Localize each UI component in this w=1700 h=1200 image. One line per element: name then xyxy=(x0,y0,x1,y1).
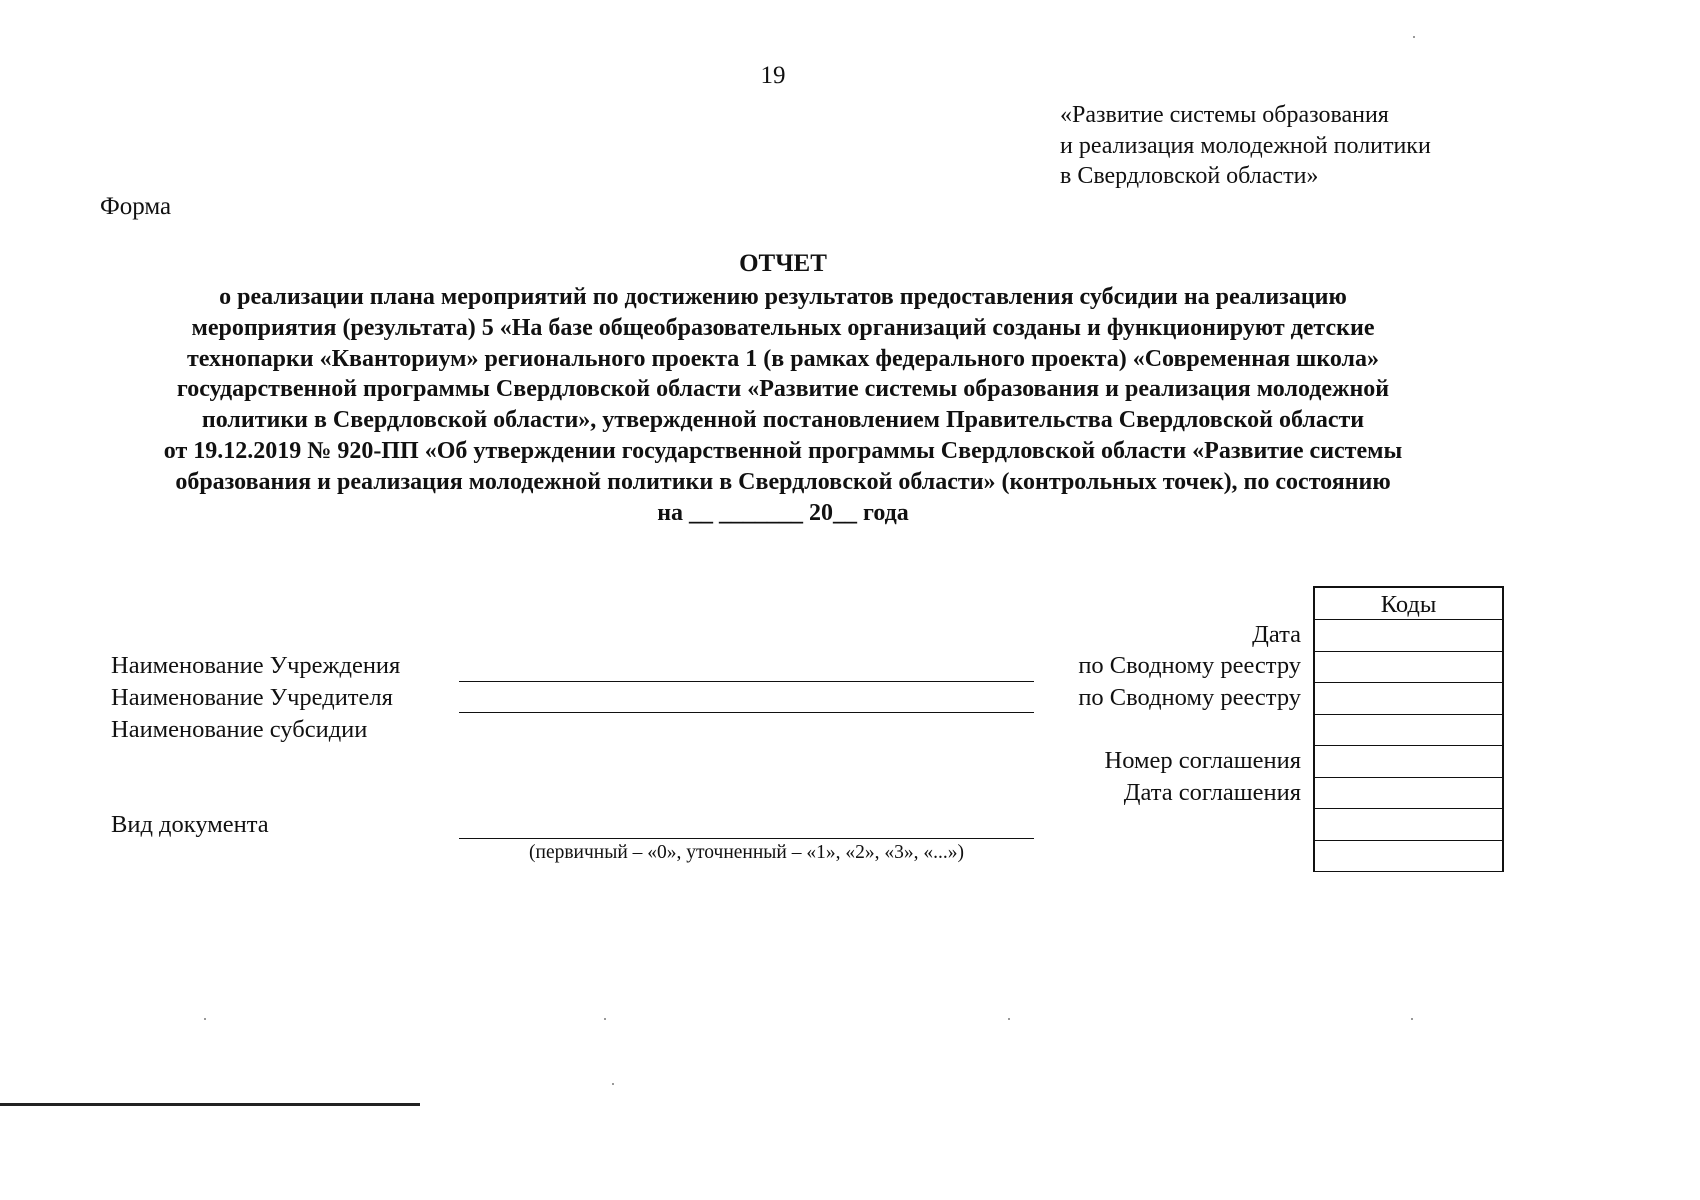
code-cell-doc-type[interactable] xyxy=(1315,841,1502,873)
codes-header: Коды xyxy=(1315,588,1502,620)
registry-label: по Сводному реестру xyxy=(1078,652,1301,679)
subtitle-line: мероприятия (результата) 5 «На базе общеобразовательных организаций созданы и функционируют детские xyxy=(191,314,1375,341)
scan-dot xyxy=(612,1083,614,1085)
scan-dot xyxy=(1413,36,1415,38)
institution-label: Наименование Учреждения xyxy=(111,652,401,679)
code-cell-agreement-number[interactable] xyxy=(1315,746,1502,778)
page-number: 19 xyxy=(760,62,786,89)
report-subtitle xyxy=(95,282,1471,528)
founder-label: Наименование Учредителя xyxy=(111,684,393,711)
context-line: в Свердловской области» xyxy=(1060,163,1319,189)
subtitle-line: от 19.12.2019 № 920-ПП «Об утверждении государственной программы Свердловской области «Развитие системы xyxy=(163,437,1403,464)
scan-dot xyxy=(604,1018,606,1020)
code-cell-date[interactable] xyxy=(1315,620,1502,652)
agreement-date-label: Дата соглашения xyxy=(1123,779,1301,806)
form-label: Форма xyxy=(100,193,172,220)
code-cell-agreement-date[interactable] xyxy=(1315,778,1502,810)
code-cell-subsidy[interactable] xyxy=(1315,715,1502,747)
subtitle-line: политики в Свердловской области», утвержденной постановлением Правительства Свердловской области xyxy=(201,407,1365,434)
subsidy-label: Наименование субсидии xyxy=(111,716,368,743)
codes-table xyxy=(1313,586,1504,872)
subtitle-line: технопарки «Кванториум» регионального проекта 1 (в рамках федерального проекта) «Современная школа» xyxy=(187,345,1379,372)
code-cell-registry-founder[interactable] xyxy=(1315,683,1502,715)
subtitle-line: о реализации плана мероприятий по достижению результатов предоставления субсидии на реализацию xyxy=(219,284,1347,310)
scan-dot xyxy=(204,1018,206,1020)
subtitle-line: образования и реализация молодежной политики в Свердловской области» (контрольных точек), по состоянию xyxy=(175,468,1391,495)
doc-type-fill-line[interactable] xyxy=(459,838,1034,839)
program-context xyxy=(1060,100,1431,192)
scan-edge-rule xyxy=(0,1103,420,1106)
scan-dot xyxy=(1411,1018,1413,1020)
agreement-number-label: Номер соглашения xyxy=(1104,747,1301,774)
scan-dot xyxy=(1008,1018,1010,1020)
institution-fill-line[interactable] xyxy=(459,681,1034,682)
report-title: ОТЧЕТ xyxy=(739,250,827,277)
registry-label: по Сводному реестру xyxy=(1078,684,1301,711)
founder-fill-line[interactable] xyxy=(459,712,1034,713)
code-cell-registry-institution[interactable] xyxy=(1315,652,1502,684)
doc-type-label: Вид документа xyxy=(111,811,269,838)
context-line: «Развитие системы образования xyxy=(1060,102,1389,128)
context-line: и реализация молодежной политики xyxy=(1060,132,1431,159)
doc-type-hint: (первичный – «0», уточненный – «1», «2», «3», «...») xyxy=(529,842,964,863)
date-label: Дата xyxy=(1252,621,1301,648)
code-cell-empty[interactable] xyxy=(1315,809,1502,841)
subtitle-line: государственной программы Свердловской области «Развитие системы образования и реализация молодежной xyxy=(176,376,1390,403)
subtitle-line-date: на __ _______ 20__ года xyxy=(657,499,909,526)
